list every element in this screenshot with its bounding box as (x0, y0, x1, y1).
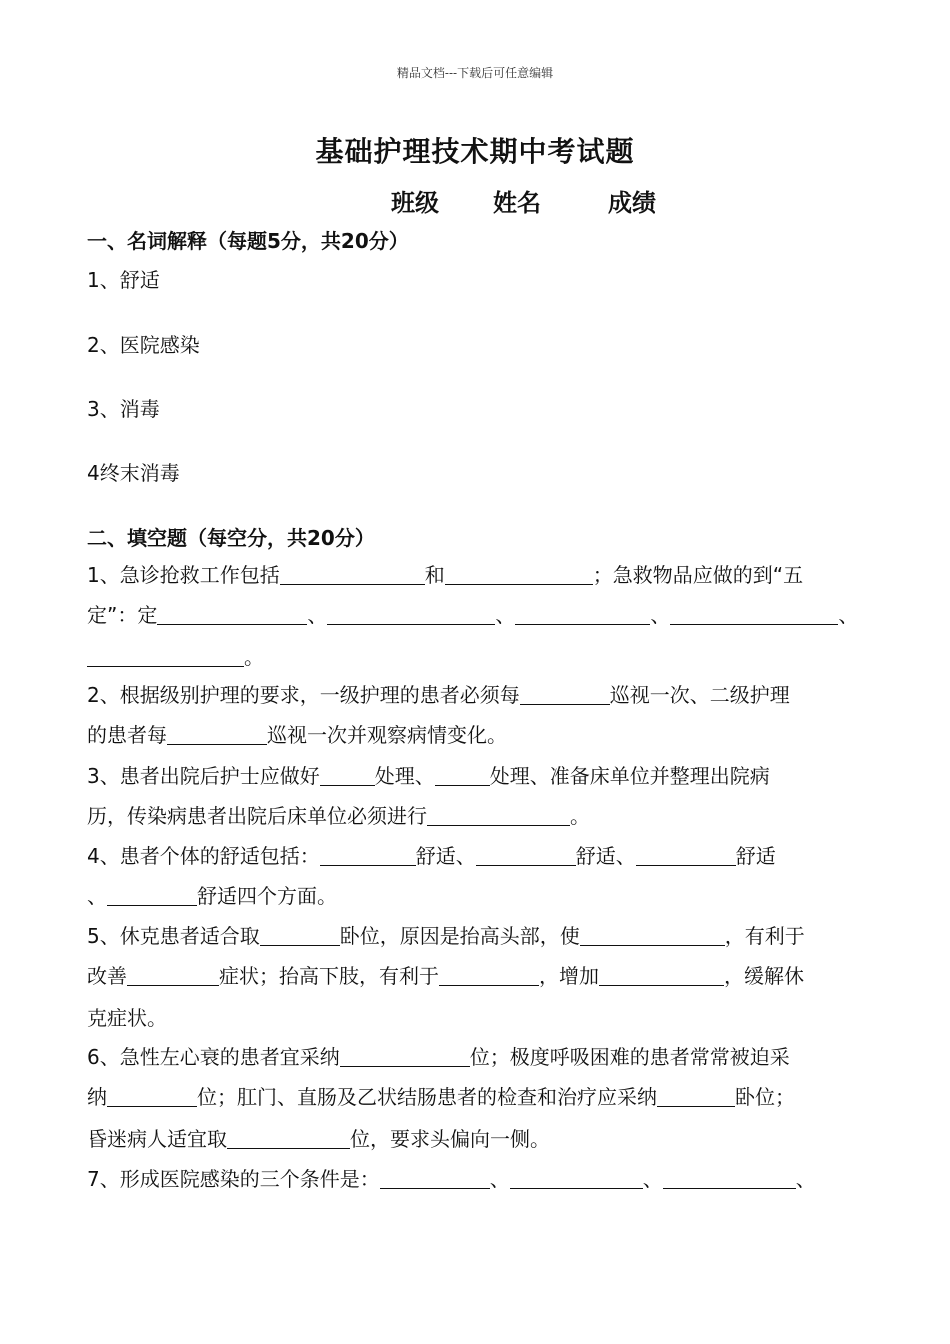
question-1-line2: 定”：定 、 、 、 、 (87, 603, 859, 627)
question-4-line2: 、 舒适四个方面。 (87, 884, 337, 908)
section2-heading: 二、填空题（每空分，共20分） (87, 526, 375, 550)
question-5-line1: 5、休克患者适合取 卧位，原因是抬高头部，使 ，有利于 (87, 924, 805, 948)
answer-blank[interactable] (663, 1168, 796, 1189)
answer-blank[interactable] (657, 1086, 735, 1107)
answer-blank[interactable] (320, 765, 375, 786)
answer-blank[interactable] (520, 684, 610, 705)
question-6-line3: 昏迷病人适宜取 位，要求头偏向一侧。 (87, 1127, 550, 1151)
answer-blank[interactable] (127, 965, 219, 986)
answer-blank[interactable] (670, 604, 838, 625)
answer-blank[interactable] (435, 765, 490, 786)
answer-blank[interactable] (227, 1128, 350, 1149)
answer-blank[interactable] (580, 925, 725, 946)
question-2-line2: 的患者每 巡视一次并观察病情变化。 (87, 723, 507, 747)
question-5-line3: 克症状。 (87, 1006, 167, 1030)
question-2-line1: 2、根据级别护理的要求，一级护理的患者必须每 巡视一次、二级护理 (87, 683, 790, 707)
question-1-line3: 。 (87, 643, 264, 671)
question-6-line1: 6、急性左心衰的患者宜采纳 位；极度呼吸困难的患者常常被迫采 (87, 1045, 790, 1069)
answer-blank[interactable] (427, 805, 570, 826)
answer-blank[interactable] (380, 1168, 490, 1189)
question-3-line1: 3、患者出院后护士应做好 处理、 处理、准备床单位并整理出院病 (87, 764, 770, 788)
answer-blank[interactable] (107, 1086, 197, 1107)
answer-blank[interactable] (636, 845, 736, 866)
answer-blank[interactable] (515, 604, 650, 625)
name-label: 姓名 (493, 188, 541, 217)
answer-blank[interactable] (167, 724, 267, 745)
question-7-line1: 7、形成医院感染的三个条件是： 、 、 、 (87, 1167, 816, 1191)
answer-blank[interactable] (320, 845, 416, 866)
question-5-line2: 改善 症状；抬高下肢，有利于 ，增加 ，缓解休 (87, 964, 804, 988)
term-item: 4终末消毒 (87, 461, 180, 485)
answer-blank[interactable] (280, 564, 425, 585)
answer-blank[interactable] (340, 1046, 470, 1067)
answer-blank[interactable] (157, 604, 307, 625)
term-item: 1、舒适 (87, 268, 160, 292)
answer-blank[interactable] (476, 845, 576, 866)
page-header: 精品文档---下载后可任意编辑 (396, 66, 554, 80)
question-6-line2: 纳 位；肛门、直肠及乙状结肠患者的检查和治疗应采纳 卧位； (87, 1085, 795, 1109)
score-label: 成绩 (608, 188, 656, 217)
answer-blank[interactable] (439, 965, 539, 986)
answer-blank[interactable] (445, 564, 593, 585)
answer-blank[interactable] (327, 604, 495, 625)
answer-blank[interactable] (260, 925, 340, 946)
page-title: 基础护理技术期中考试题 (315, 135, 635, 168)
answer-blank[interactable] (107, 885, 197, 906)
question-1-line1: 1、急诊抢救工作包括 和 ；急救物品应做的到“五 (87, 563, 804, 587)
question-4-line1: 4、患者个体的舒适包括： 舒适、 舒适、 舒适 (87, 844, 776, 868)
section1-heading: 一、名词解释（每题5分，共20分） (87, 229, 409, 253)
answer-blank[interactable] (510, 1168, 643, 1189)
class-label: 班级 (391, 188, 439, 217)
answer-blank[interactable] (599, 965, 724, 986)
question-3-line2: 历，传染病患者出院后床单位必须进行 。 (87, 804, 590, 828)
answer-blank[interactable] (87, 646, 244, 667)
term-item: 2、医院感染 (87, 333, 200, 357)
student-info-row (0, 183, 950, 217)
term-item: 3、消毒 (87, 397, 160, 421)
